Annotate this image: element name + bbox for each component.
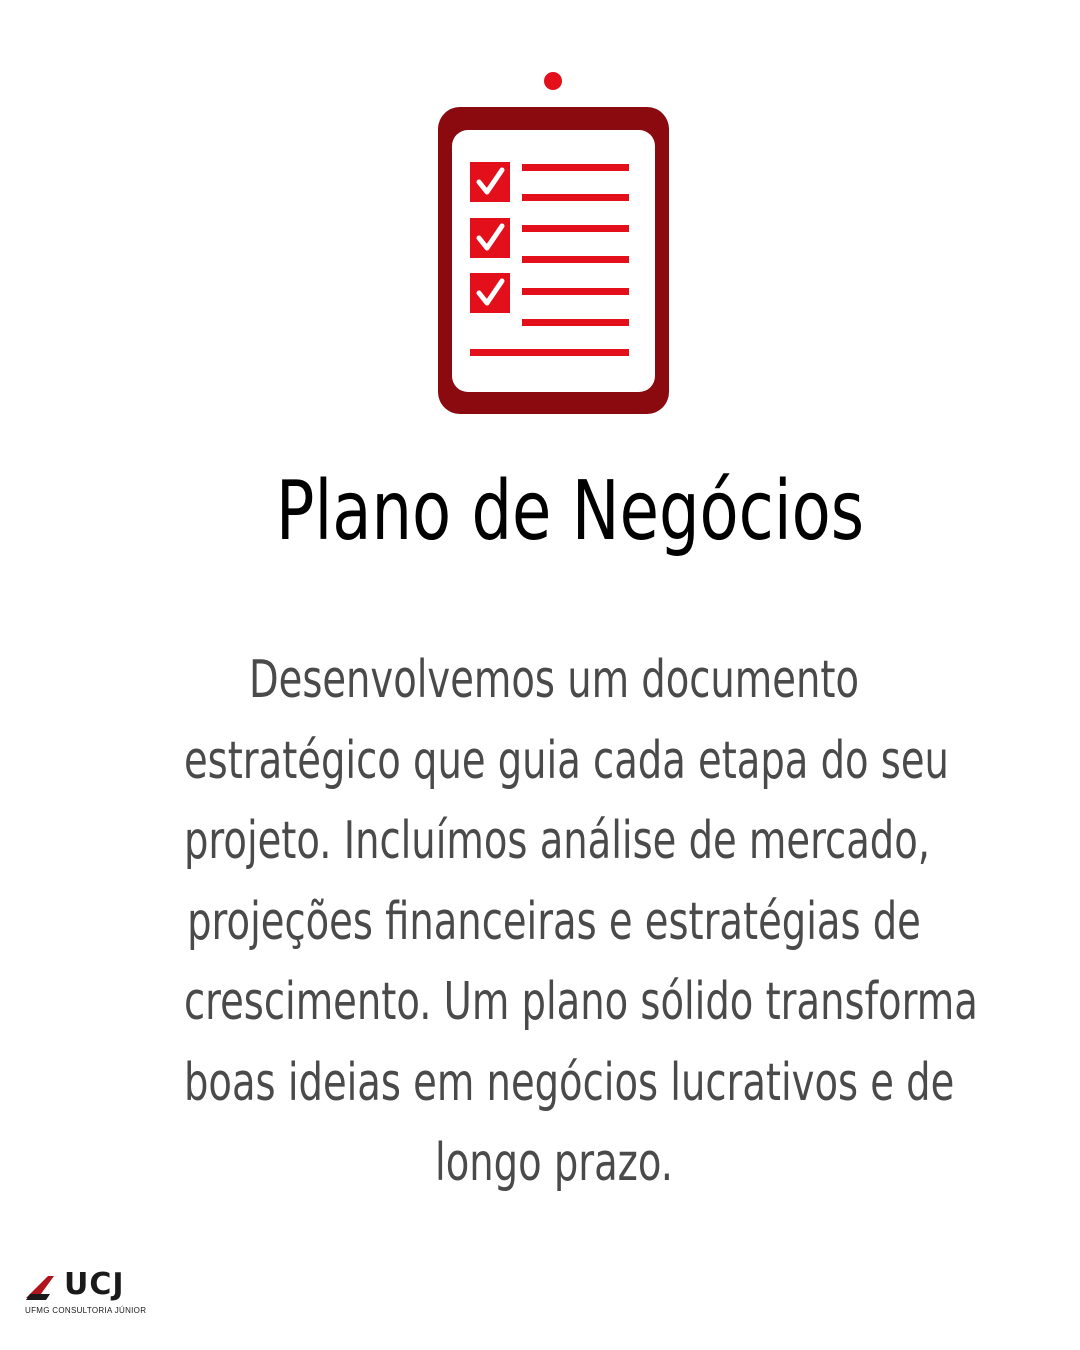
checkbox-checked-icon	[470, 218, 510, 258]
checkbox-checked-icon	[470, 162, 510, 202]
checkbox-checked-icon	[470, 273, 510, 313]
description-line: estratégico que guia cada etapa do seu	[184, 730, 949, 791]
pin-dot	[544, 72, 562, 90]
ucj-logo	[24, 1267, 164, 1320]
description-line: boas ideias em negócios lucrativos e de	[184, 1052, 955, 1113]
description-line: Desenvolvemos um documento	[249, 650, 859, 710]
description-line: projeto. Incluímos análise de mercado,	[184, 811, 930, 871]
logo-text: UCJ	[64, 1267, 125, 1302]
description-line: longo prazo.	[435, 1133, 673, 1193]
description-line: crescimento. Um plano sólido transforma	[184, 972, 978, 1032]
logo-tagline: UFMG CONSULTORIA JÚNIOR	[25, 1306, 147, 1315]
clipboard-checklist-icon	[430, 66, 680, 426]
description-paragraph	[54, 640, 1054, 1204]
summary-line	[470, 349, 629, 356]
logo-mark-icon	[24, 1272, 60, 1302]
description-line: projeções financeiras e estratégias de	[187, 891, 921, 952]
page-title: Plano de Negócios	[275, 464, 865, 559]
